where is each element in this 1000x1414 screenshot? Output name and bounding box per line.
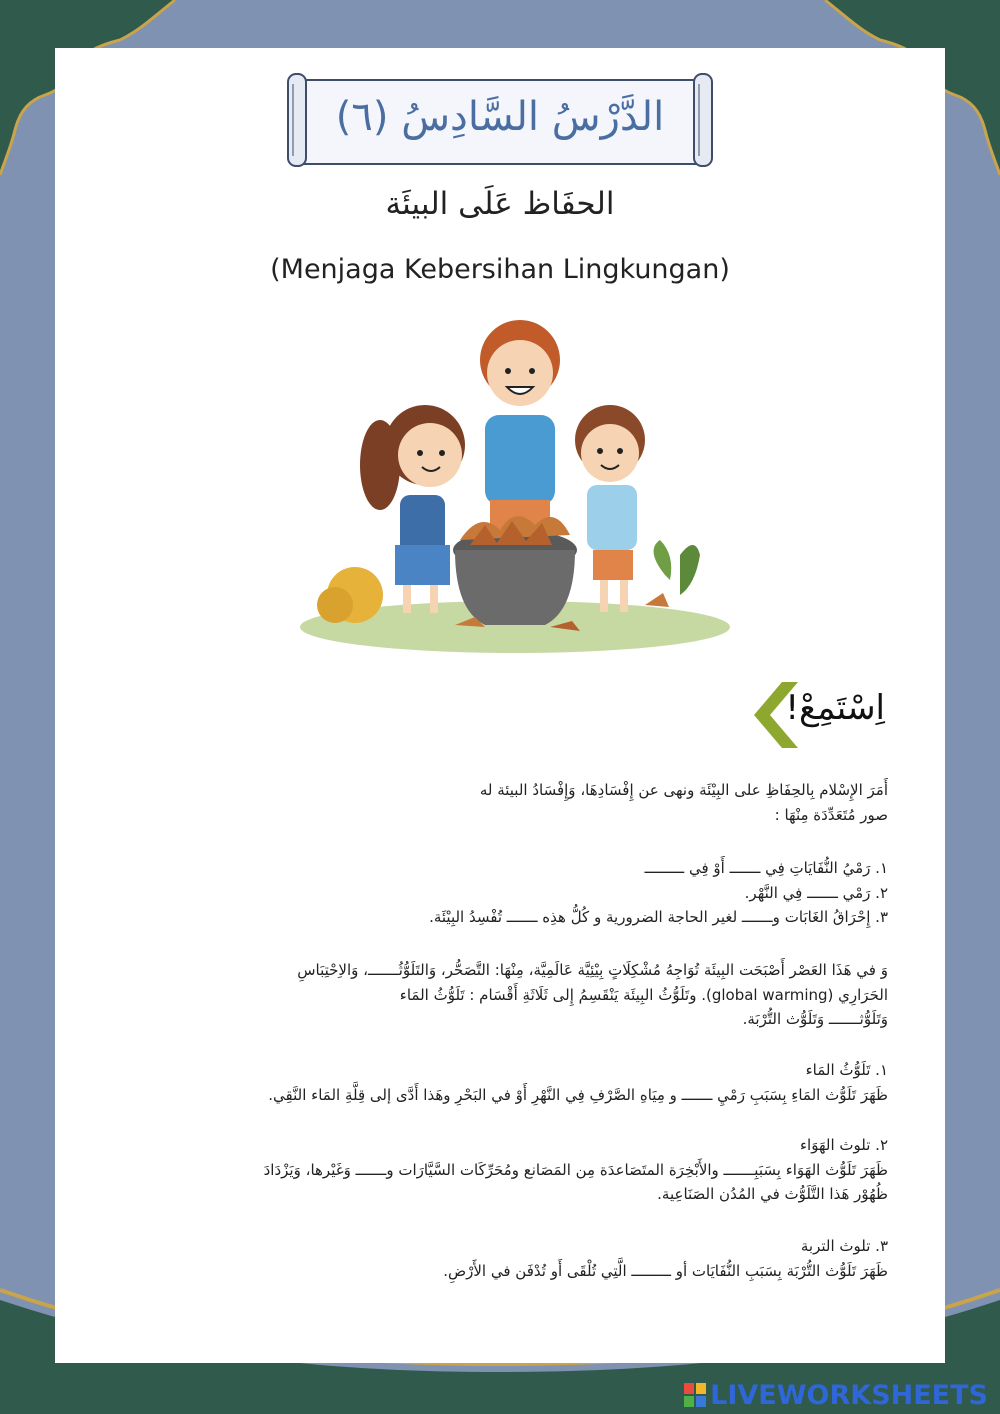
section-title: ٣. تلوث التربة — [800, 1237, 888, 1255]
text-line: ظُهُوْر هَذا التَّلَوُّث في المُدُن الصَنَاعِية. — [657, 1185, 888, 1203]
text-line: صور مُتَعَدِّدَة مِنْهَا : — [774, 805, 888, 824]
pollution-paragraph — [150, 958, 888, 1032]
soil-pollution-section — [150, 1234, 888, 1283]
section-title: ١. تَلَوُّثُ المَاء — [805, 1061, 888, 1079]
children-cleaning-illustration — [295, 305, 745, 655]
list-item: ١. رَمْيُ النُّفَايَاتِ فِي ـــــــ أَوْ فِي ـــــــــ — [644, 859, 888, 877]
lesson-number-title: الدَّرْسُ السَّادِسُ (٦) — [335, 94, 665, 140]
text-line: وَتَلَوُّثـــــــ وَتَلَوُّث التُّرْبَة. — [742, 1010, 888, 1028]
lesson-title-arabic: الحفَاظ عَلَى البيئَة — [385, 186, 615, 222]
text-line: ظَهَرَ تَلَوُّث المَاءِ بِسَبَبِ رَمْيِ ـــــــ و مِيَاهِ الصَّرْفِ فِي النَّهْرِ أَوْ في البَحْرِ وهَذا أَدَّى إلى قِلَّةِ المَاء النَّقِي. — [268, 1085, 888, 1104]
text-line: ظَهَرَ تَلَوُّث التُّرْبَة بِسَبَبِ النُّفَايَات أو ـــــــــ الَّتِي تُلْقَى أَو تُدْفَن في الأَرْضِ. — [443, 1261, 888, 1280]
text-line: أَمَرَ الإِسْلام بِالحِفَاظِ على البِيْئَة ونهى عن إِفْسَادِهَا، وَإِفْسَادُ البيئة له — [479, 781, 888, 799]
text-line: وَ في هَذَا العَصْر أَصْبَحَت البِيئَة تُوَاجِهُ مُشْكِلَاتٍ بِيْئِيَّة عَالَمِيَّة، مِنْهَا: التَّصَحُّر، وَالتَلَوُّثُـــــــ، وَالاِحْتِبَاسِ — [297, 961, 888, 979]
causes-list — [150, 856, 888, 930]
list-item: ٣. إِحْرَاقُ الغَابَات وـــــــ لغير الحاجة الضرورية و كُلُّ هذِه ـــــــ تُفْسِدُ البِيْئَة. — [429, 908, 888, 926]
liveworksheets-watermark — [684, 1380, 988, 1410]
listen-heading: اِسْتَمِعْ! — [785, 688, 885, 728]
watermark-text: LIVEWORKSHEETS — [710, 1379, 988, 1411]
text-line: الحَرَارِي (global warming). وتَلَوُّثُ البِيئَة يَنْقَسِمُ إِلى ثَلَاثَةِ أَقْسَام : تَلَوُّثُ المَاء — [399, 985, 888, 1004]
water-pollution-section — [150, 1058, 888, 1107]
section-title: ٢. تلوث الهَوَاء — [800, 1136, 888, 1154]
liveworksheets-logo-icon — [684, 1383, 706, 1407]
intro-paragraph — [150, 778, 888, 827]
list-item: ٢. رَمْي ـــــــ فِي النَّهْر. — [744, 883, 888, 902]
air-pollution-section — [150, 1133, 888, 1207]
lesson-title-indonesian: (Menjaga Kebersihan Lingkungan) — [270, 254, 730, 285]
text-line: ظَهَرَ تَلَوُّث الهَوَاء بِسَبَبِـــــــ والأَبْخِرَة المتَصَاعدَة مِن المَصَانع ومُحَرِّكَات السَّيَّارَات وـــــــ وَغَيْرها، وَيَزْدَادَ — [263, 1160, 888, 1179]
